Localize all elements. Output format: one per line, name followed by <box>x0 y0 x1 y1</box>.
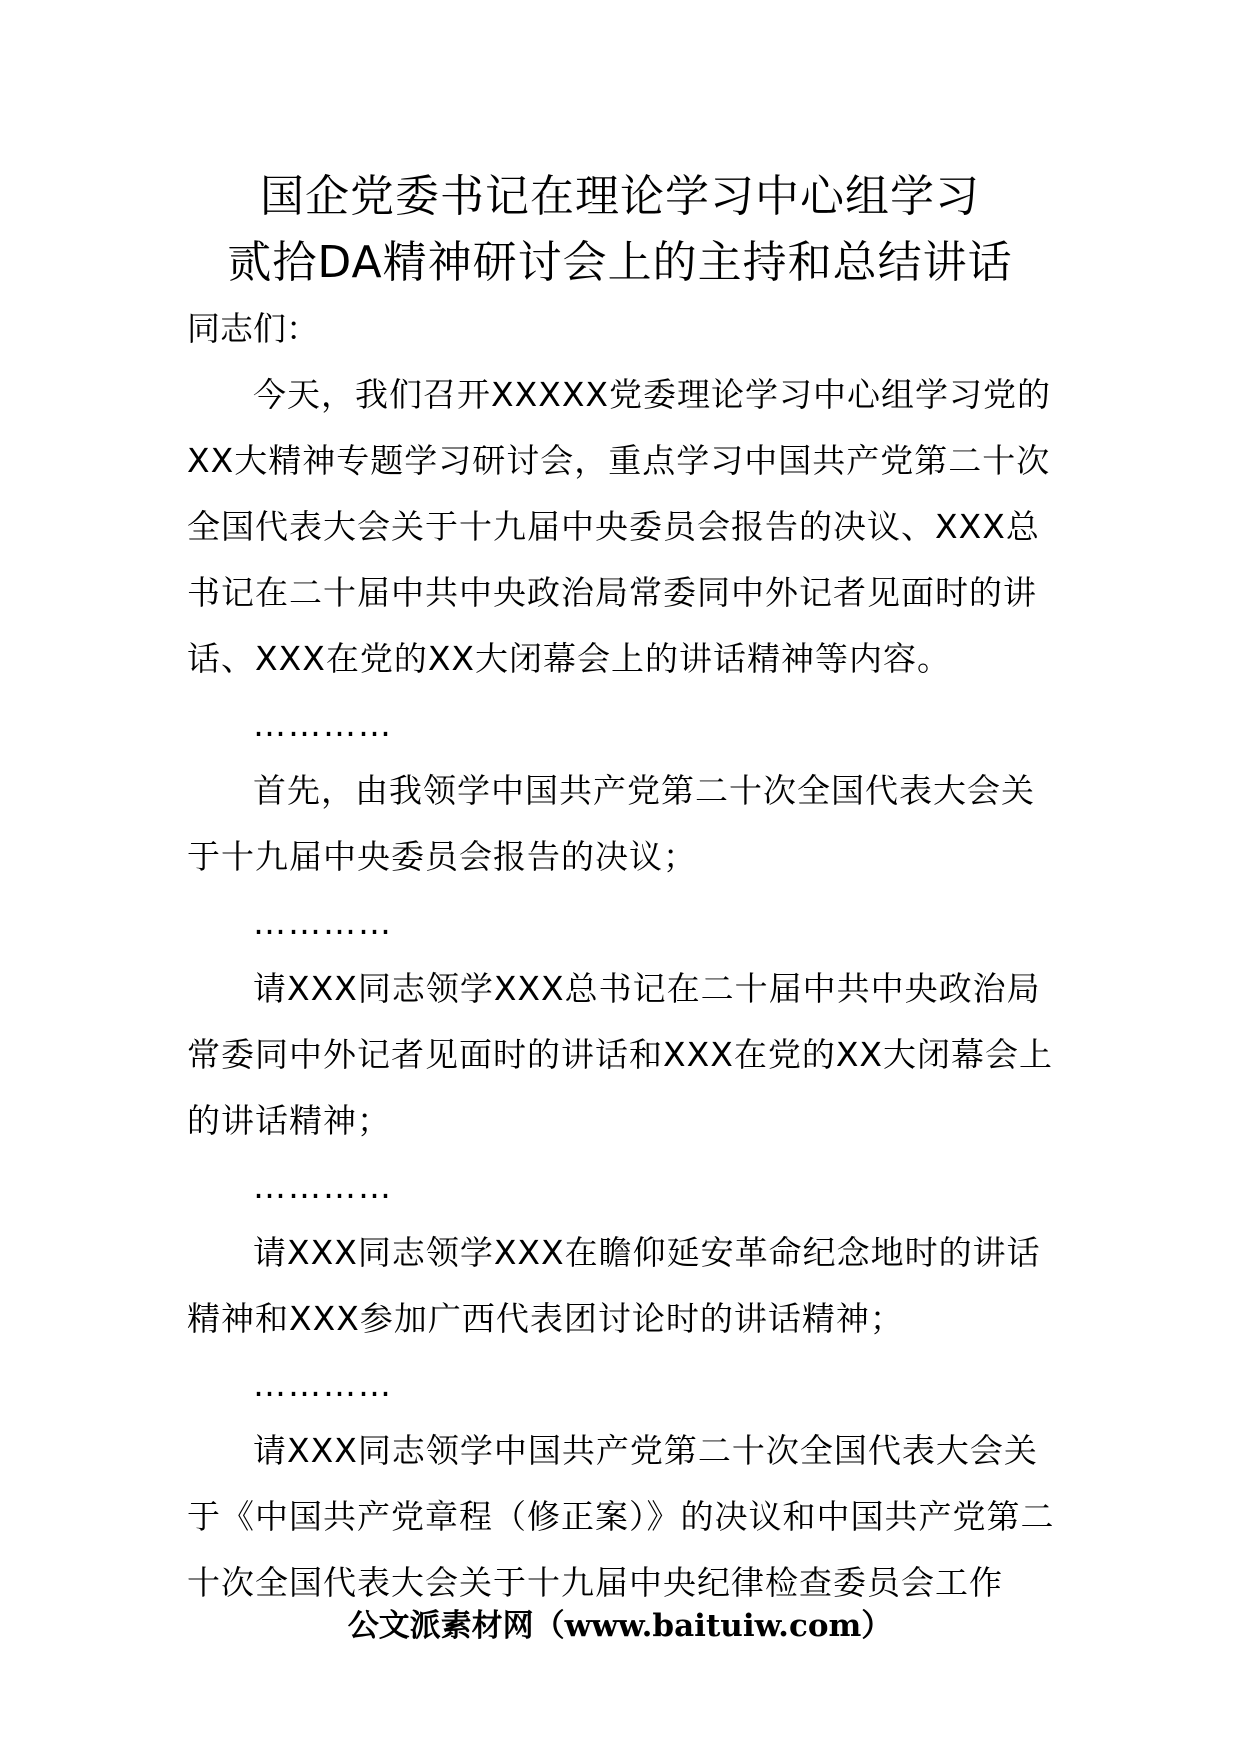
ellipsis-separator: ………… <box>253 1365 393 1404</box>
paragraph-intro: 今天，我们召开XXXXX党委理论学习中心组学习党的XX大精神专题学习研讨会，重点学习中国共产党第二十次全国代表大会关于十九届中央委员会报告的决议、XXX总书记在二十届中共中央政治局常委同中外记者见面时的讲话、XXX在党的XX大闭幕会上的讲话精神等内容。 <box>187 375 1052 678</box>
document-title-line-2: 贰拾DA精神研讨会上的主持和总结讲话 <box>227 237 1013 288</box>
ellipsis-separator: ………… <box>253 705 393 744</box>
ellipsis-separator: ………… <box>253 903 393 942</box>
document-body <box>187 298 1055 1616</box>
salutation: 同志们： <box>187 309 319 348</box>
footer-watermark: 公文派素材网（www.baituiw.com） <box>347 1608 893 1644</box>
paragraph-first-reading: 首先，由我领学中国共产党第二十次全国代表大会关于十九届中央委员会报告的决议； <box>187 771 1035 876</box>
paragraph-fourth-reading: 请XXX同志领学中国共产党第二十次全国代表大会关于《中国共产党章程（修正案）》的决议和中国共产党第二十次全国代表大会关于十九届中央纪律检查委员会工作 <box>187 1431 1055 1602</box>
ellipsis-separator: ………… <box>253 1167 393 1206</box>
paragraph-second-reading: 请XXX同志领学XXX总书记在二十届中共中央政治局常委同中外记者见面时的讲话和XXX在党的XX大闭幕会上的讲话精神； <box>187 969 1054 1140</box>
document-title-line-1: 国企党委书记在理论学习中心组学习 <box>260 171 980 222</box>
paragraph-third-reading: 请XXX同志领学XXX在瞻仰延安革命纪念地时的讲话精神和XXX参加广西代表团讨论时的讲话精神； <box>187 1233 1041 1338</box>
